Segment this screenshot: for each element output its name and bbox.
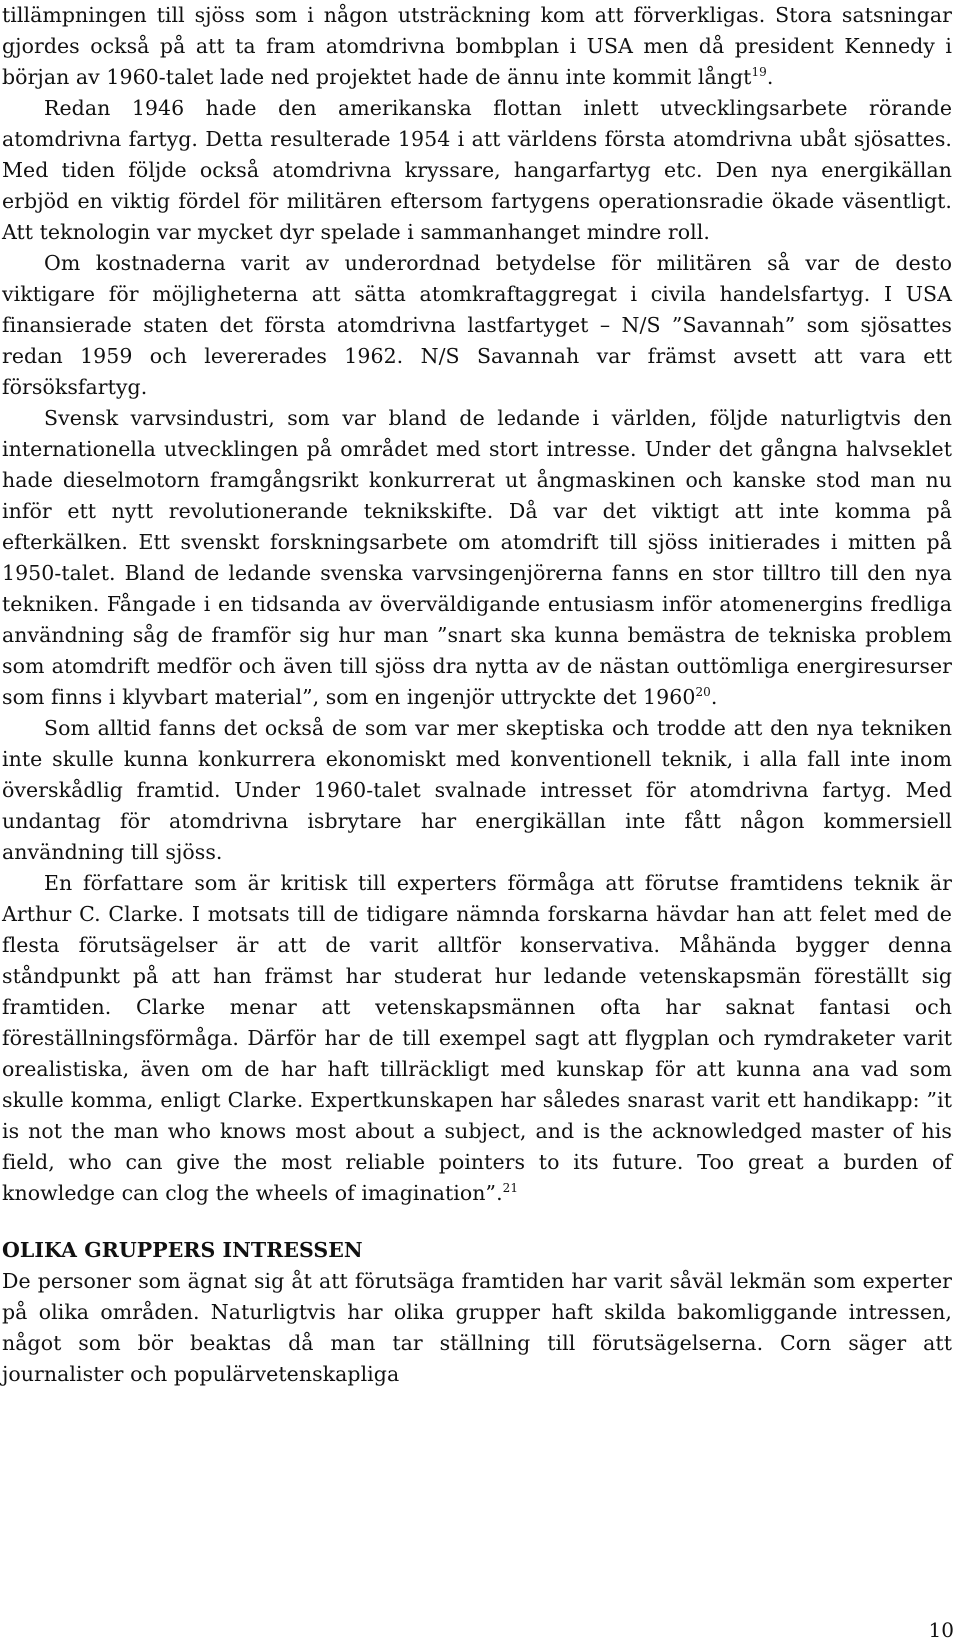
paragraph-text: Svensk varvsindustri, som var bland de ledande i världen, följde naturligtvis den internationella utvecklingen på området med stort intresse. Under det gångna halvseklet hade dieselmotorn framgångsrikt konkurrerat ut ångmaskinen och kanske stod man nu inför ett nytt revolutionerande teknikskifte. Då var det viktigt att inte komma på efterkälken. Ett svenskt forskningsarbete om atomdrift till sjöss initierades i mitten på 1950-talet. Bland de ledande svenska varvsingenjörerna fanns en stor tilltro till den nya tekniken. Fångade i en tidsanda av överväldigande entusiasm inför atomenergins fredliga användning såg de framför sig hur man ”snart ska kunna bemästra de tekniska problem som atomdrift medför och även till sjöss dra nytta av de nästan outtömliga energiresurser som finns i klyvbart material”, som en ingenjör uttryckte det 1960 <box>2 406 952 709</box>
paragraph-6 <box>2 868 952 1209</box>
paragraph-2 <box>2 93 952 248</box>
paragraph-4 <box>2 403 952 713</box>
paragraph-text: Som alltid fanns det också de som var mer skeptiska och trodde att den nya tekniken inte skulle kunna konkurrera ekonomiskt med konventionell teknik, i alla fall inte inom överskådlig framtid. Under 1960-talet svalnade intresset för atomdrivna fartyg. Med undantag för atomdrivna isbrytare har energikällan inte fått någon kommersiell användning till sjöss. <box>2 716 952 864</box>
footnote-ref-19: 19 <box>751 65 767 80</box>
paragraph-text: Redan 1946 hade den amerikanska flottan inlett utvecklingsarbete rörande atomdrivna fartyg. Detta resulterade 1954 i att världens första atomdrivna ubåt sjösattes. Med tiden följde också atomdrivna kryssare, hangarfartyg etc. Den nya energikällan erbjöd en viktig fördel för militären eftersom fartygens operationsradie ökade väsentligt. Att teknologin var mycket dyr spelade i sammanhanget mindre roll. <box>2 96 952 244</box>
paragraph-5 <box>2 713 952 868</box>
paragraph-text: En författare som är kritisk till experters förmåga att förutse framtidens teknik är Arthur C. Clarke. I motsats till de tidigare nämnda forskarna hävdar han att felet med de flesta förutsägelser är att de varit alltför konservativa. Måhända bygger denna ståndpunkt på att han främst har studerat hur ledande vetenskapsmän föreställt sig framtiden. Clarke menar att vetenskapsmännen ofta har saknat fantasi och föreställningsförmåga. Därför har de till exempel sagt att flygplan och rymdraketer varit orealistiska, även om de har haft tillräckligt med kunskap för att kunna ana vad som skulle komma, enligt Clarke. Expertkunskapen har således snarast varit ett handikapp: ”it is not the man who knows most about a subject, and is the acknowledged master of his field, who can give the most reliable pointers to its future. Too great a burden of knowledge can clog the wheels of imagination”. <box>2 871 952 1205</box>
paragraph-text: De personer som ägnat sig åt att förutsäga framtiden har varit såväl lekmän som experter på olika områden. Naturligtvis har olika grupper haft skilda bakomliggande intressen, något som bör beaktas då man tar ställning till förutsägelserna. Corn säger att journalister och populärvetenskapliga <box>2 1269 952 1386</box>
paragraph-end: . <box>710 685 718 709</box>
section-heading: OLIKA GRUPPERS INTRESSEN <box>2 1238 363 1262</box>
paragraph-text: tillämpningen till sjöss som i någon utsträckning kom att förverkligas. Stora satsningar gjordes också på att ta fram atomdrivna bombplan i USA men då president Kennedy i början av 1960-talet lade ned projektet hade de ännu inte kommit långt <box>2 3 952 89</box>
paragraph-text: Om kostnaderna varit av underordnad betydelse för militären så var de desto viktigare för möjligheterna att sätta atomkraftaggregat i civila handelsfartyg. I USA finansierade staten det första atomdrivna lastfartyget – N/S ”Savannah” som sjösattes redan 1959 och levererades 1962. N/S Savannah var främst avsett att vara ett försöksfartyg. <box>2 251 952 399</box>
footnote-ref-21: 21 <box>502 1181 519 1196</box>
paragraph-end: . <box>766 65 774 89</box>
body-text <box>2 0 952 1390</box>
paragraph-1 <box>2 0 952 93</box>
footnote-ref-20: 20 <box>695 685 711 700</box>
paragraph-3 <box>2 248 952 403</box>
section-paragraph <box>2 1266 952 1390</box>
page-number: 10 <box>928 1618 954 1642</box>
